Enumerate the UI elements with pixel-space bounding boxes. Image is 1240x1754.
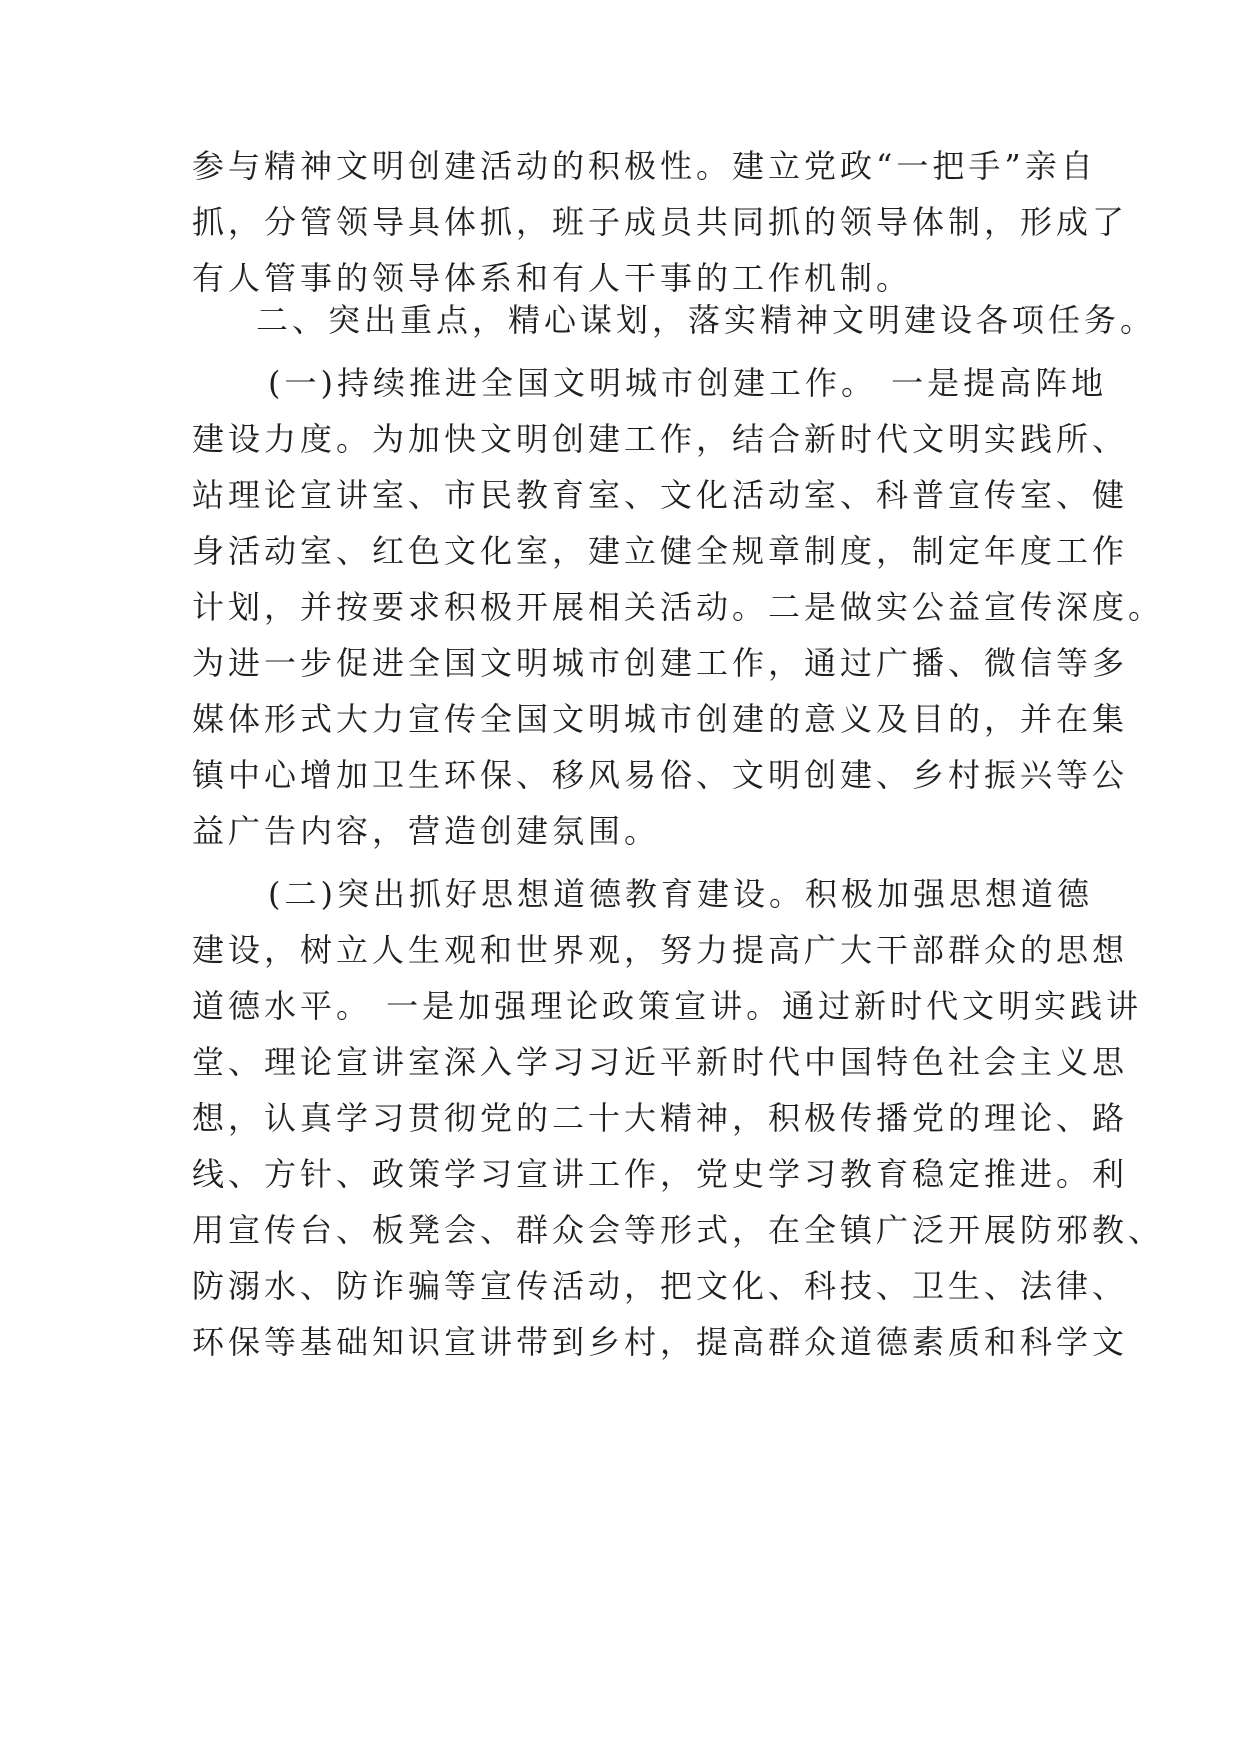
paragraph-continuation	[192, 138, 1129, 306]
text-line: 堂、理论宣讲室深入学习习近平新时代中国特色社会主义思	[192, 1043, 1129, 1081]
text-line: 站理论宣讲室、市民教育室、文化活动室、科普宣传室、健	[192, 476, 1129, 514]
text-line: 益广告内容，营造创建氛围。	[192, 812, 661, 850]
text-line: 有人管事的领导体系和有人干事的工作机制。	[192, 259, 913, 297]
text-line: 计划，并按要求积极开展相关活动。二是做实公益宣传深度。	[192, 588, 1165, 626]
text-line: 身活动室、红色文化室，建立健全规章制度，制定年度工作	[192, 532, 1129, 570]
paragraph-section-2	[192, 866, 1165, 1370]
text-line: 参与精神文明创建活动的积极性。建立党政“一把手”亲自	[192, 147, 1097, 185]
text-line: 媒体形式大力宣传全国文明城市创建的意义及目的，并在集	[192, 700, 1129, 738]
text-line: 环保等基础知识宣讲带到乡村，提高群众道德素质和科学文	[192, 1323, 1129, 1361]
text-line: 建设，树立人生观和世界观，努力提高广大干部群众的思想	[192, 931, 1129, 969]
text-line: 道德水平。 一是加强理论政策宣讲。通过新时代文明实践讲	[192, 987, 1143, 1025]
text-line: (一)持续推进全国文明城市创建工作。 一是提高阵地	[268, 364, 1108, 402]
text-line: (二)突出抓好思想道德教育建设。积极加强思想道德	[268, 875, 1093, 913]
section-heading	[192, 292, 1157, 348]
paragraph-section-1	[192, 355, 1165, 859]
text-line: 想，认真学习贯彻党的二十大精神，积极传播党的理论、路	[192, 1099, 1129, 1137]
text-line: 为进一步促进全国文明城市创建工作，通过广播、微信等多	[192, 644, 1129, 682]
text-line: 镇中心增加卫生环保、移风易俗、文明创建、乡村振兴等公	[192, 756, 1129, 794]
text-line: 建设力度。为加快文明创建工作，结合新时代文明实践所、	[192, 420, 1129, 458]
text-line: 用宣传台、板凳会、群众会等形式，在全镇广泛开展防邪教、	[192, 1211, 1165, 1249]
text-line: 防溺水、防诈骗等宣传活动，把文化、科技、卫生、法律、	[192, 1267, 1129, 1305]
text-line: 抓，分管领导具体抓，班子成员共同抓的领导体制，形成了	[192, 203, 1129, 241]
heading-line: 二、突出重点，精心谋划，落实精神文明建设各项任务。	[256, 301, 1157, 339]
text-line: 线、方针、政策学习宣讲工作，党史学习教育稳定推进。利	[192, 1155, 1129, 1193]
